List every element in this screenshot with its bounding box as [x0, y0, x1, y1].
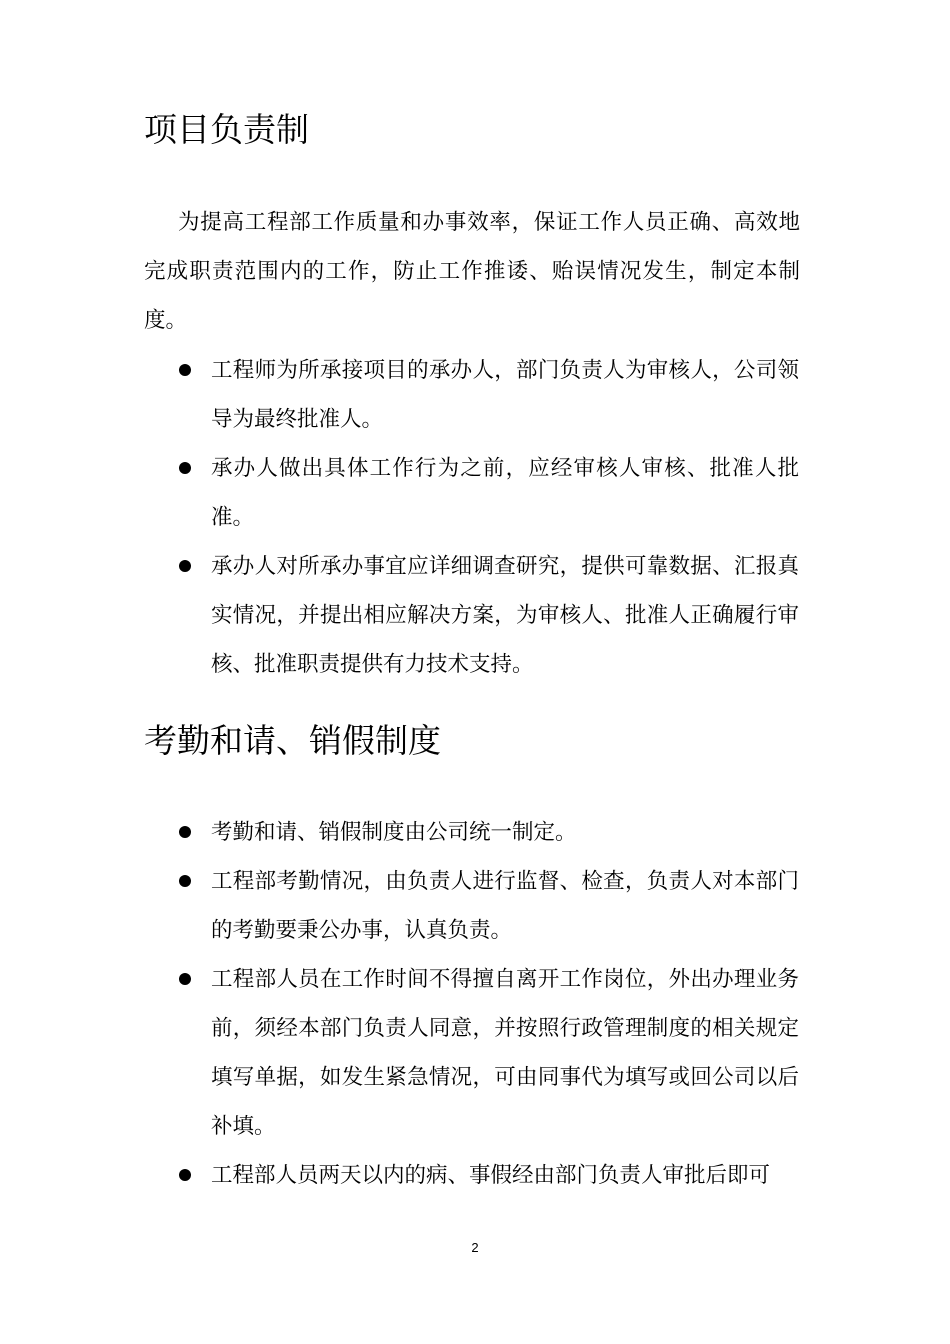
list-item-text: 承办人做出具体工作行为之前，应经审核人审核、批准人批准。: [211, 456, 799, 530]
list-item: [0, 955, 950, 1151]
list-item: [0, 857, 950, 955]
section-heading-attendance-leave: 考勤和请、销假制度: [144, 721, 441, 760]
project-responsibility-list: [0, 346, 950, 689]
page-number: 2: [471, 1240, 479, 1255]
list-item: [0, 346, 950, 444]
list-item: [0, 542, 950, 689]
attendance-leave-list: [0, 808, 950, 1200]
intro-paragraph: 为提高工程部工作质量和办事效率，保证工作人员正确、高效地完成职责范围内的工作，防止工作推诿、贻误情况发生，制定本制度。: [144, 210, 800, 333]
bullet-icon: [179, 875, 191, 887]
bullet-icon: [179, 560, 191, 572]
bullet-icon: [179, 462, 191, 474]
list-item: [0, 444, 950, 542]
list-item-text: 工程部人员两天以内的病、事假经由部门负责人审批后即可: [211, 1163, 771, 1188]
bullet-icon: [179, 826, 191, 838]
list-item-text: 工程部人员在工作时间不得擅自离开工作岗位，外出办理业务前，须经本部门负责人同意，并按照行政管理制度的相关规定填写单据，如发生紧急情况，可由同事代为填写或回公司以后补填。: [211, 967, 799, 1139]
bullet-icon: [179, 973, 191, 985]
list-item-text: 承办人对所承办事宜应详细调查研究，提供可靠数据、汇报真实情况，并提出相应解决方案，为审核人、批准人正确履行审核、批准职责提供有力技术支持。: [211, 554, 799, 677]
list-item-text: 工程部考勤情况，由负责人进行监督、检查，负责人对本部门的考勤要秉公办事，认真负责。: [211, 869, 799, 943]
section-heading-project-responsibility: 项目负责制: [144, 110, 309, 149]
list-item: [0, 808, 950, 857]
list-item-text: 考勤和请、销假制度由公司统一制定。: [211, 820, 577, 845]
list-item-text: 工程师为所承接项目的承办人，部门负责人为审核人，公司领导为最终批准人。: [211, 358, 799, 432]
bullet-icon: [179, 1169, 191, 1181]
bullet-icon: [179, 364, 191, 376]
list-item: [0, 1151, 950, 1200]
